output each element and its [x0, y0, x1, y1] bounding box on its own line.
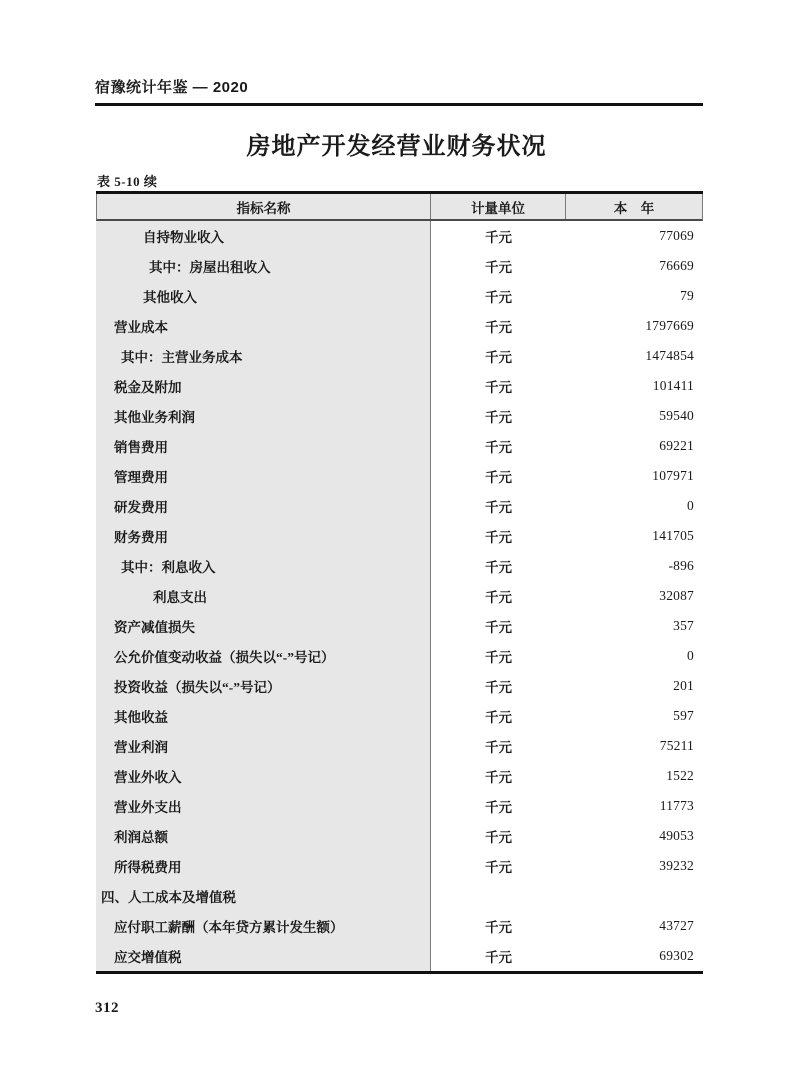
table-row: [96, 701, 703, 731]
value-cell: 597: [673, 708, 694, 723]
value-cell: 0: [687, 648, 694, 663]
indicator-name-cell: 其中：利息收入: [96, 551, 431, 581]
indicator-name-cell: 营业利润: [96, 731, 431, 761]
indicator-name-cell: 管理费用: [96, 461, 431, 491]
table-row: [96, 761, 703, 791]
unit-cell: [431, 881, 566, 911]
table-row: [96, 641, 703, 671]
value-cell: 1797669: [645, 318, 694, 333]
unit-cell: 千元: [485, 560, 512, 575]
column-header-unit: 计量单位: [431, 194, 566, 219]
table-row: [96, 911, 703, 941]
value-cell: 43727: [659, 918, 694, 933]
value-cell: 79: [680, 288, 694, 303]
indicator-name-cell: 税金及附加: [96, 371, 431, 401]
indicator-name-cell: 其他业务利润: [96, 401, 431, 431]
unit-cell: 千元: [485, 860, 512, 875]
value-cell: 1522: [666, 768, 694, 783]
table-header-row: [96, 194, 703, 221]
finance-table: [96, 191, 703, 974]
masthead-title: 宿豫统计年鉴 — 2020: [95, 79, 249, 96]
indicator-name-cell: 研发费用: [96, 491, 431, 521]
value-cell: 76669: [659, 258, 694, 273]
indicator-name-cell: 自持物业收入: [96, 221, 431, 251]
indicator-name-cell: 资产减值损失: [96, 611, 431, 641]
indicator-name-cell: 其中：主营业务成本: [96, 341, 431, 371]
indicator-name-cell: 所得税费用: [96, 851, 431, 881]
table-row: [96, 581, 703, 611]
unit-cell: 千元: [485, 920, 512, 935]
unit-cell: 千元: [485, 380, 512, 395]
indicator-name-cell: 利息支出: [96, 581, 431, 611]
value-cell: 77069: [659, 228, 694, 243]
value-cell: 69302: [659, 948, 694, 963]
indicator-name-cell: 其他收入: [96, 281, 431, 311]
unit-cell: 千元: [485, 440, 512, 455]
value-cell: 101411: [652, 378, 694, 393]
table-row: [96, 821, 703, 851]
indicator-name-cell: 其中：房屋出租收入: [96, 251, 431, 281]
indicator-name-cell: 其他收益: [96, 701, 431, 731]
table-row: [96, 521, 703, 551]
unit-cell: 千元: [485, 320, 512, 335]
indicator-name-cell: 营业外收入: [96, 761, 431, 791]
unit-cell: 千元: [485, 230, 512, 245]
value-cell: 201: [673, 678, 694, 693]
value-cell: 107971: [652, 468, 694, 483]
table-row: [96, 941, 703, 971]
value-cell: 11773: [659, 798, 694, 813]
table-row: [96, 731, 703, 761]
indicator-name-cell: 营业外支出: [96, 791, 431, 821]
unit-cell: 千元: [485, 770, 512, 785]
table-row: [96, 851, 703, 881]
unit-cell: 千元: [485, 680, 512, 695]
value-cell: 357: [673, 618, 694, 633]
value-cell: 49053: [659, 828, 694, 843]
indicator-name-cell: 利润总额: [96, 821, 431, 851]
table-row: [96, 221, 703, 251]
unit-cell: 千元: [485, 950, 512, 965]
value-cell: 59540: [659, 408, 694, 423]
unit-cell: 千元: [485, 590, 512, 605]
indicator-name-cell: 营业成本: [96, 311, 431, 341]
unit-cell: 千元: [485, 620, 512, 635]
table-row: [96, 491, 703, 521]
indicator-name-cell: 应付职工薪酬（本年贷方累计发生额）: [96, 911, 431, 941]
value-cell: [566, 881, 703, 911]
value-cell: 75211: [659, 738, 694, 753]
value-cell: 39232: [659, 858, 694, 873]
table-row: [96, 461, 703, 491]
table-row: [96, 341, 703, 371]
value-cell: 69221: [659, 438, 694, 453]
masthead: [95, 76, 703, 106]
indicator-name-cell: 四、人工成本及增值税: [96, 881, 431, 911]
unit-cell: 千元: [485, 800, 512, 815]
value-cell: 32087: [659, 588, 694, 603]
unit-cell: 千元: [485, 470, 512, 485]
value-cell: 141705: [652, 528, 694, 543]
indicator-name-cell: 财务费用: [96, 521, 431, 551]
indicator-name-cell: 销售费用: [96, 431, 431, 461]
unit-cell: 千元: [485, 740, 512, 755]
table-caption: 表 5-10 续: [97, 174, 158, 189]
value-cell: -896: [668, 558, 694, 573]
table-row: [96, 881, 703, 911]
column-header-indicator-name: 指标名称: [97, 194, 431, 219]
unit-cell: 千元: [485, 260, 512, 275]
indicator-name-cell: 公允价值变动收益（损失以“-”号记）: [96, 641, 431, 671]
indicator-name-cell: 应交增值税: [96, 941, 431, 971]
table-body: [96, 221, 703, 971]
unit-cell: 千元: [485, 410, 512, 425]
page-number: 312: [95, 1000, 119, 1016]
unit-cell: 千元: [485, 290, 512, 305]
table-row: [96, 311, 703, 341]
unit-cell: 千元: [485, 710, 512, 725]
column-header-current-year: 本 年: [613, 200, 655, 216]
page-title: 房地产开发经营业财务状况: [246, 134, 547, 160]
table-row: [96, 281, 703, 311]
indicator-name-cell: 投资收益（损失以“-”号记）: [96, 671, 431, 701]
unit-cell: 千元: [485, 350, 512, 365]
unit-cell: 千元: [485, 650, 512, 665]
table-row: [96, 251, 703, 281]
unit-cell: 千元: [485, 830, 512, 845]
table-row: [96, 551, 703, 581]
unit-cell: 千元: [485, 500, 512, 515]
table-row: [96, 431, 703, 461]
table-row: [96, 671, 703, 701]
table-row: [96, 611, 703, 641]
table-row: [96, 791, 703, 821]
table-row: [96, 371, 703, 401]
value-cell: 1474854: [645, 348, 694, 363]
value-cell: 0: [687, 498, 694, 513]
table-row: [96, 401, 703, 431]
unit-cell: 千元: [485, 530, 512, 545]
